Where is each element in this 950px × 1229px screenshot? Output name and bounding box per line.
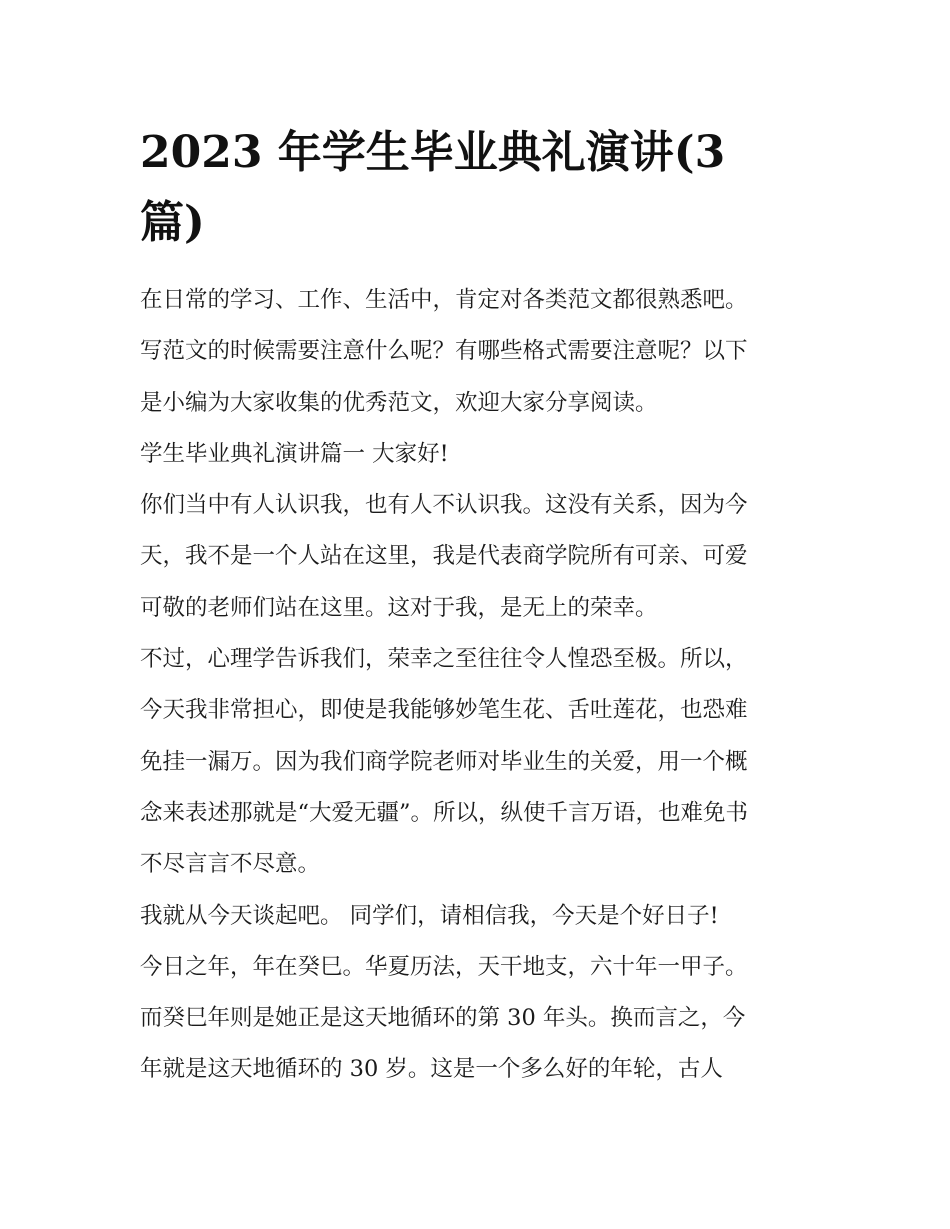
paragraph-line: 我就从今天谈起吧。 同学们，请相信我，今天是个好日子! [140,902,719,929]
paragraph-line: 不过，心理学告诉我们，荣幸之至往往令人惶恐至极。所以， [140,646,748,673]
paragraph-line: 你们当中有人认识我，也有人不认识我。这没有关系，因为今 [140,492,748,519]
paragraph-line: 而癸巳年则是她正是这天地循环的第 30 年头。换而言之，今 [140,1005,746,1032]
paragraph-line: 不尽言言不尽意。 [140,851,321,878]
paragraph-line: 免挂一漏万。因为我们商学院老师对毕业生的关爱，用一个概 [140,748,748,775]
paragraph-line: 在日常的学习、工作、生活中，肯定对各类范文都很熟悉吧。 [140,287,748,313]
paragraph-line: 年就是这天地循环的 30 岁。这是一个多么好的年轮，古人 [140,1056,723,1083]
paragraph-line: 天，我不是一个人站在这里，我是代表商学院所有可亲、可爱 [140,543,748,570]
title-line: 篇) [140,197,205,248]
paragraph-line: 写范文的时候需要注意什么呢？有哪些格式需要注意呢？以下 [140,338,748,365]
title-line: 2023 年学生毕业典礼演讲(3 [140,127,726,178]
paragraph-line: 今天我非常担心，即使是我能够妙笔生花、舌吐莲花，也恐难 [140,697,748,724]
paragraph-line: 是小编为大家收集的优秀范文，欢迎大家分享阅读。 [140,389,658,416]
paragraph-line: 今日之年，年在癸巳。华夏历法，天干地支，六十年一甲子。 [140,953,748,980]
paragraph-line: 可敬的老师们站在这里。这对于我，是无上的荣幸。 [140,594,658,621]
paragraph-line: 念来表述那就是“大爱无疆”。所以，纵使千言万语，也难免书 [140,799,749,826]
document-title [140,118,820,258]
section-heading-line: 学生毕业典礼演讲篇一 大家好! [140,440,449,467]
document-body [140,280,830,1101]
